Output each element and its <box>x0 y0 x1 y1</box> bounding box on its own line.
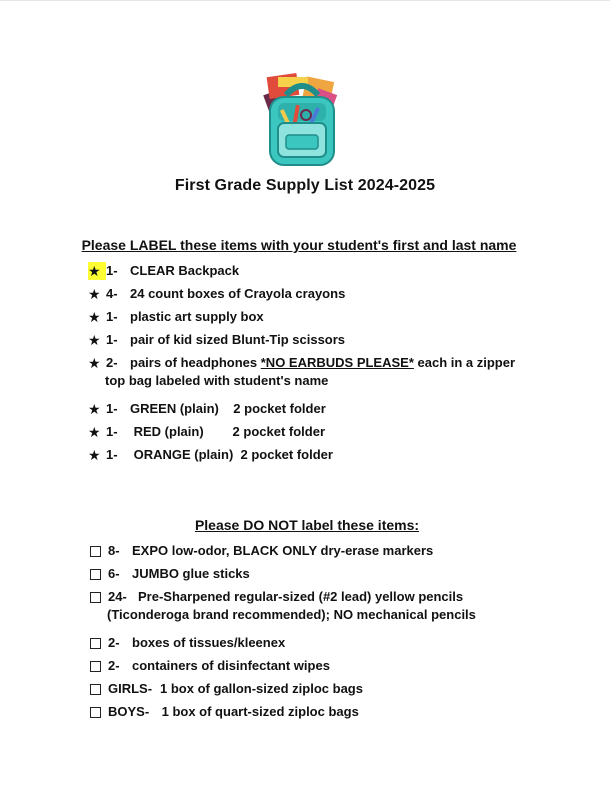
list-item: 24- Pre-Sharpened regular-sized (#2 lead) yellow pencils (Ticonderoga brand recommended); NO mechanical pencils <box>88 588 476 634</box>
list-item: ★ 1- RED (plain) 2 pocket folder <box>88 424 326 440</box>
checkbox-icon <box>90 592 101 603</box>
star-icon: ★ <box>88 424 101 440</box>
checkbox-icon <box>90 546 101 557</box>
label-section-heading: Please LABEL these items with your student's first and last name <box>81 237 517 253</box>
list-item: BOYS- 1 box of quart-sized ziploc bags <box>88 703 476 726</box>
star-icon: ★ <box>88 262 106 280</box>
star-icon: ★ <box>88 355 101 371</box>
list-item: ★ 4- 24 count boxes of Crayola crayons <box>88 286 346 302</box>
star-icon: ★ <box>88 332 101 348</box>
star-icon: ★ <box>88 309 101 325</box>
page-title: First Grade Supply List 2024-2025 <box>174 177 436 194</box>
list-item: ★ 1- GREEN (plain) 2 pocket folder <box>88 401 326 417</box>
backpack-illustration <box>256 73 348 169</box>
no-label-section-heading: Please DO NOT label these items: <box>194 517 420 533</box>
list-item: ★ 1- ORANGE (plain) 2 pocket folder <box>88 447 333 463</box>
checkbox-icon <box>90 661 101 672</box>
star-icon: ★ <box>88 401 101 417</box>
no-label-items-list <box>88 542 476 726</box>
checkbox-icon <box>90 569 101 580</box>
list-item: GIRLS- 1 box of gallon-sized ziploc bags <box>88 680 476 703</box>
label-items-list <box>88 262 515 469</box>
list-item: 2- boxes of tissues/kleenex <box>88 634 476 657</box>
list-item: ★ 2- pairs of headphones *NO EARBUDS PLEASE* each in a zipper top bag labeled with student's name <box>88 355 516 388</box>
list-item: 8- EXPO low-odor, BLACK ONLY dry-erase markers <box>88 542 476 565</box>
list-item: 2- containers of disinfectant wipes <box>88 657 476 680</box>
list-item: ★ 1- CLEAR Backpack <box>88 263 240 279</box>
star-icon: ★ <box>88 447 101 463</box>
checkbox-icon <box>90 684 101 695</box>
checkbox-icon <box>90 638 101 649</box>
star-icon: ★ <box>88 286 101 302</box>
list-item: ★ 1- pair of kid sized Blunt-Tip scissors <box>88 332 346 348</box>
list-item: 6- JUMBO glue sticks <box>88 565 476 588</box>
list-item: ★ 1- plastic art supply box <box>88 309 264 325</box>
checkbox-icon <box>90 707 101 718</box>
